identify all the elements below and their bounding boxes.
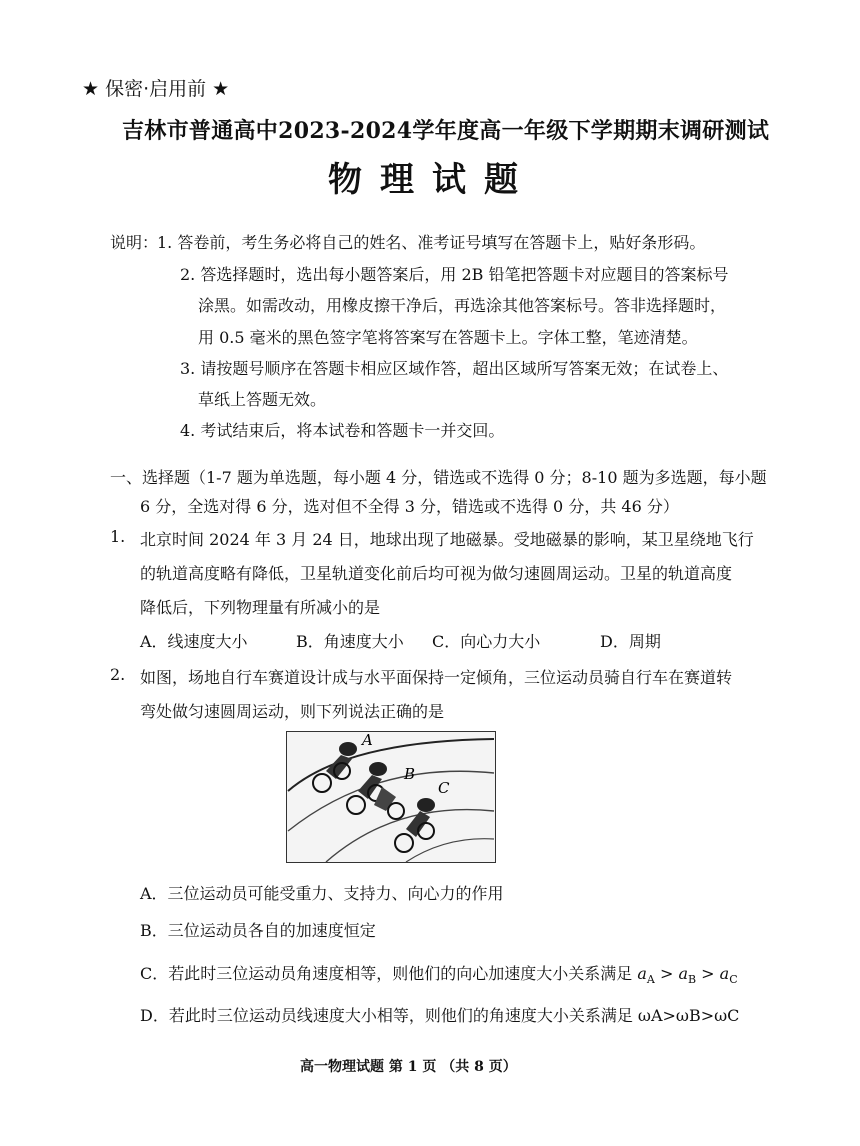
question-2-option-c-formula: $a_A > a_B > a_C$ bbox=[637, 964, 738, 987]
question-1-option-a: A．线速度大小 bbox=[140, 632, 248, 651]
question-2-option-b: B．三位运动员各自的加速度恒定 bbox=[140, 921, 376, 940]
question-2-option-c bbox=[140, 961, 738, 986]
figure-label-b: B bbox=[404, 765, 416, 783]
instructions-lead: 说明： bbox=[110, 233, 159, 252]
instruction-1-line-1: 1. 答卷前，考生务必将自己的姓名、准考证号填写在答题卡上，贴好条形码。 bbox=[157, 233, 706, 252]
question-2-option-d: D．若此时三位运动员线速度大小相等，则他们的角速度大小关系满足 ωA>ωB>ωC bbox=[140, 1006, 740, 1025]
question-number: 2. bbox=[110, 665, 126, 684]
instruction-4-line-1: 4. 考试结束后，将本试卷和答题卡一并交回。 bbox=[180, 421, 505, 440]
instruction-2-line-1: 2. 答选择题时，选出每小题答案后，用 2B 铅笔把答题卡对应题目的答案标号 bbox=[180, 265, 729, 284]
instruction-3-line-1: 3. 请按题号顺序在答题卡相应区域作答，超出区域所写答案无效；在试卷上、 bbox=[180, 359, 729, 378]
question-2-line-2: 弯处做匀速圆周运动，则下列说法正确的是 bbox=[140, 702, 445, 721]
cycling-track-figure bbox=[286, 731, 496, 863]
section-1-line-2: 6 分，全选对得 6 分，选对但不全得 3 分，错选或不选得 0 分，共 46 分） bbox=[140, 497, 679, 516]
question-2-option-a: A．三位运动员可能受重力、支持力、向心力的作用 bbox=[140, 884, 504, 903]
figure-label-c: C bbox=[438, 779, 450, 797]
section-1-line-1: 一、选择题（1-7 题为单选题，每小题 4 分，错选或不选得 0 分；8-10 题为多选题，每小题 bbox=[110, 468, 767, 487]
instruction-2-line-2: 涂黑。如需改动，用橡皮擦干净后，再选涂其他答案标号。答非选择题时， bbox=[198, 296, 727, 315]
question-1-option-c: C．向心力大小 bbox=[432, 632, 541, 651]
question-1-line-3: 降低后，下列物理量有所减小的是 bbox=[140, 598, 381, 617]
subject-title: 物理试题 bbox=[328, 160, 536, 200]
exam-title: 吉林市普通高中2023-2024学年度高一年级下学期期末调研测试 bbox=[122, 118, 770, 144]
question-number: 1. bbox=[110, 527, 126, 546]
instruction-2-line-3: 用 0.5 毫米的黑色签字笔将答案写在答题卡上。字体工整，笔迹清楚。 bbox=[198, 328, 698, 347]
question-2-option-c-text: C．若此时三位运动员角速度相等，则他们的向心加速度大小关系满足 bbox=[140, 964, 633, 983]
question-1-line-1: 北京时间 2024 年 3 月 24 日，地球出现了地磁暴。受地磁暴的影响，某卫星绕地飞行 bbox=[140, 530, 754, 549]
question-1-line-2: 的轨道高度略有降低，卫星轨道变化前后均可视为做匀速圆周运动。卫星的轨道高度 bbox=[140, 564, 733, 583]
figure-label-a: A bbox=[362, 731, 373, 749]
instruction-3-line-2: 草纸上答题无效。 bbox=[198, 390, 327, 409]
question-1-option-b: B．角速度大小 bbox=[296, 632, 404, 651]
question-2-line-1: 如图，场地自行车赛道设计成与水平面保持一定倾角，三位运动员骑自行车在赛道转 bbox=[140, 668, 733, 687]
confidential-tag: ★ 保密·启用前 ★ bbox=[82, 78, 230, 100]
page-footer: 高一物理试题 第 1 页 （共 8 页） bbox=[300, 1059, 517, 1075]
question-1-option-d: D．周期 bbox=[600, 632, 661, 651]
